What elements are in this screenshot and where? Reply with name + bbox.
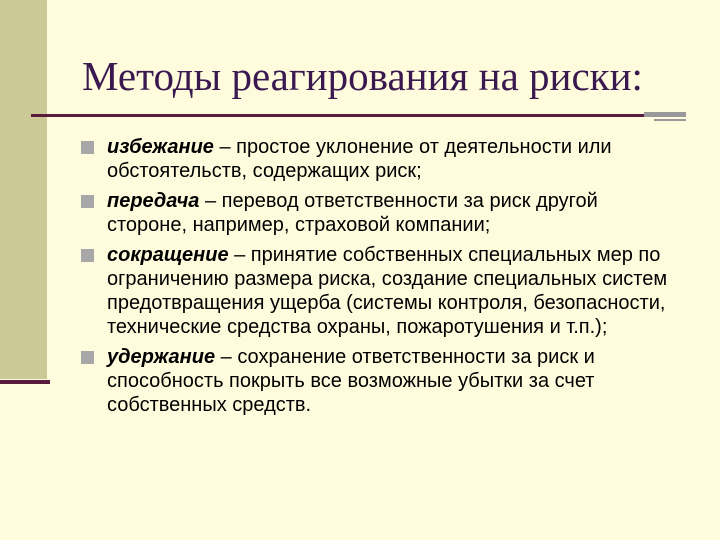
- bullet-text: – перевод ответственности за риск другой стороне, например, страховой компании;: [107, 190, 598, 236]
- title-underline-accent-thin: [654, 119, 686, 121]
- square-bullet-icon: [81, 141, 94, 154]
- slide-title: Методы реагирования на риски:: [82, 53, 643, 99]
- bullet-item: [80, 345, 680, 417]
- square-bullet-icon: [81, 195, 94, 208]
- square-bullet-icon: [81, 351, 94, 364]
- bullet-text: – простое уклонение от деятельности или обстоятельств, содержащих риск;: [107, 136, 612, 182]
- bullet-text: – принятие собственных специальных мер по ограничению размера риска, создание специальных систем предотвращения ущерба (системы контроля, безопасности, технические средства охраны, пожаротушения и т.п.);: [107, 244, 668, 338]
- bullet-list: [80, 135, 680, 423]
- bullet-item: [80, 189, 680, 237]
- bullet-term: передача: [107, 190, 200, 212]
- side-decoration-bar: [0, 0, 47, 379]
- side-divider-line: [0, 380, 50, 384]
- square-bullet-icon: [81, 249, 94, 262]
- bullet-term: избежание: [107, 136, 214, 158]
- title-underline: [31, 114, 645, 117]
- title-underline-accent: [644, 112, 686, 117]
- bullet-item: [80, 135, 680, 183]
- bullet-item: [80, 243, 680, 339]
- bullet-term: сокращение: [107, 244, 229, 266]
- bullet-text: – сохранение ответственности за риск и способность покрыть все возможные убытки за счет собственных средств.: [107, 346, 595, 416]
- bullet-term: удержание: [107, 346, 216, 368]
